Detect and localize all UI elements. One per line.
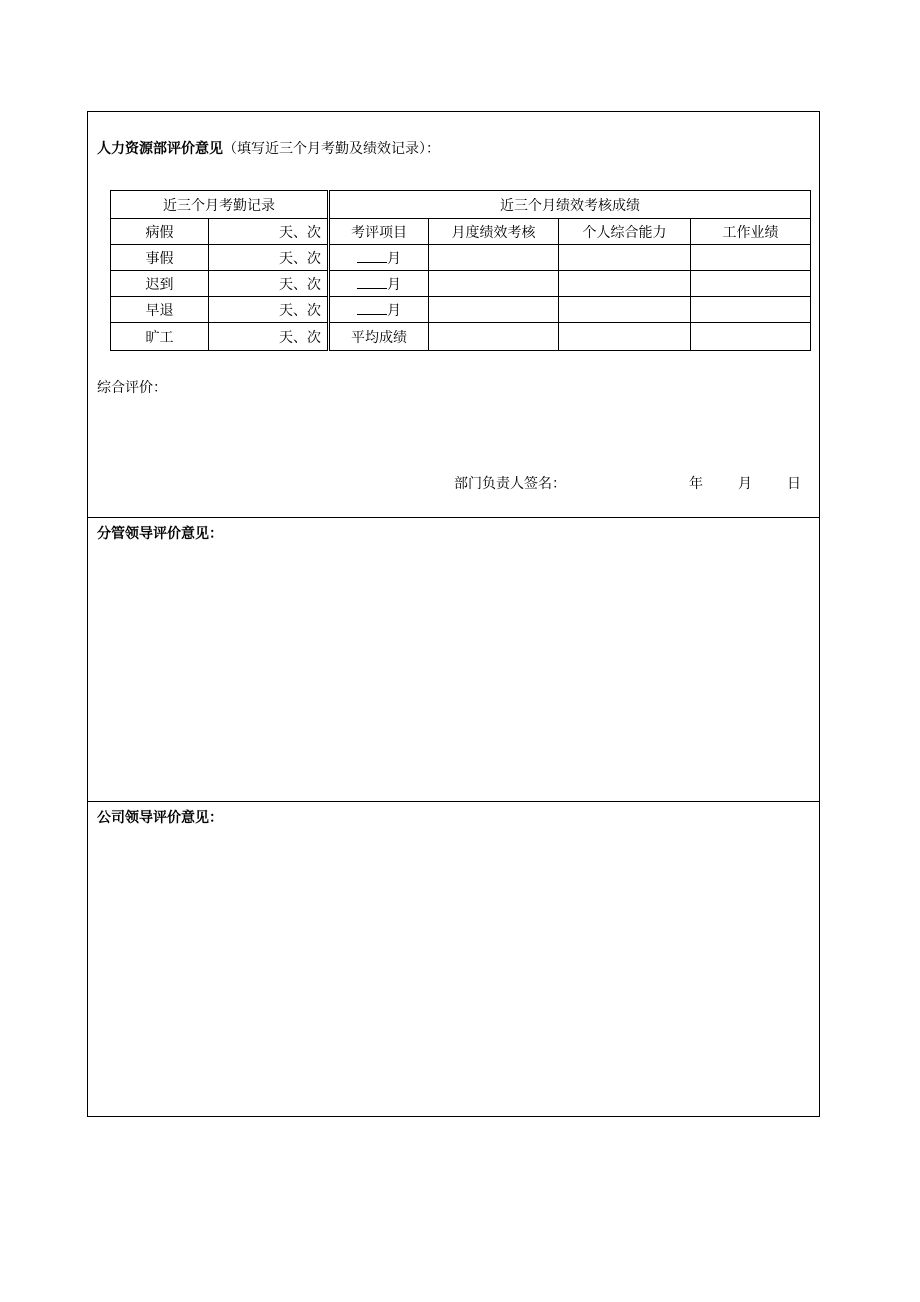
hr-title-main: 人力资源部评价意见 [97, 141, 223, 157]
manager-title-text: 分管领导评价意见： [97, 526, 223, 542]
attendance-unit: 天、次 [209, 297, 329, 323]
month-cell [329, 271, 429, 297]
attendance-unit: 天、次 [209, 323, 329, 351]
attendance-performance-table [110, 190, 811, 351]
perf-col-item: 考评项目 [329, 219, 429, 245]
company-section-title [97, 809, 223, 827]
attendance-type: 迟到 [111, 271, 209, 297]
month-blank[interactable] [357, 250, 387, 263]
overall-evaluation-label: 综合评价： [97, 380, 167, 396]
company-evaluation-section[interactable] [88, 802, 819, 1116]
attendance-type: 病假 [111, 219, 209, 245]
month-cell [329, 245, 429, 271]
score-cell[interactable] [429, 297, 559, 323]
month-blank[interactable] [357, 302, 387, 315]
performance-header: 近三个月绩效考核成绩 [329, 191, 811, 219]
score-cell[interactable] [691, 271, 811, 297]
hr-evaluation-section [88, 112, 819, 518]
score-cell[interactable] [559, 271, 691, 297]
company-title-text: 公司领导评价意见： [97, 810, 223, 826]
score-cell[interactable] [691, 323, 811, 351]
month-suffix: 月 [387, 250, 401, 267]
score-cell[interactable] [429, 323, 559, 351]
perf-col-results: 工作业绩 [691, 219, 811, 245]
score-cell[interactable] [691, 297, 811, 323]
attendance-unit: 天、次 [209, 245, 329, 271]
score-cell[interactable] [559, 323, 691, 351]
attendance-unit: 天、次 [209, 219, 329, 245]
month-cell [329, 297, 429, 323]
attendance-type: 事假 [111, 245, 209, 271]
score-cell[interactable] [429, 271, 559, 297]
month-suffix: 月 [387, 276, 401, 293]
perf-col-monthly: 月度绩效考核 [429, 219, 559, 245]
year-label: 年 [689, 476, 703, 492]
month-suffix: 月 [387, 302, 401, 319]
hr-title-note: （填写近三个月考勤及绩效记录）： [223, 141, 440, 157]
score-cell[interactable] [559, 297, 691, 323]
signature-label: 部门负责人签名： [454, 476, 566, 492]
attendance-type: 早退 [111, 297, 209, 323]
day-label: 日 [787, 476, 801, 492]
attendance-unit: 天、次 [209, 271, 329, 297]
score-cell[interactable] [429, 245, 559, 271]
score-cell[interactable] [691, 245, 811, 271]
evaluation-form [87, 111, 820, 1117]
month-blank[interactable] [357, 276, 387, 289]
manager-section-title [97, 525, 223, 543]
manager-evaluation-section[interactable] [88, 518, 819, 802]
attendance-header: 近三个月考勤记录 [111, 191, 329, 219]
month-label: 月 [738, 476, 752, 492]
attendance-type: 旷工 [111, 323, 209, 351]
perf-col-ability: 个人综合能力 [559, 219, 691, 245]
hr-section-title [97, 140, 440, 158]
average-label: 平均成绩 [329, 323, 429, 351]
score-cell[interactable] [559, 245, 691, 271]
